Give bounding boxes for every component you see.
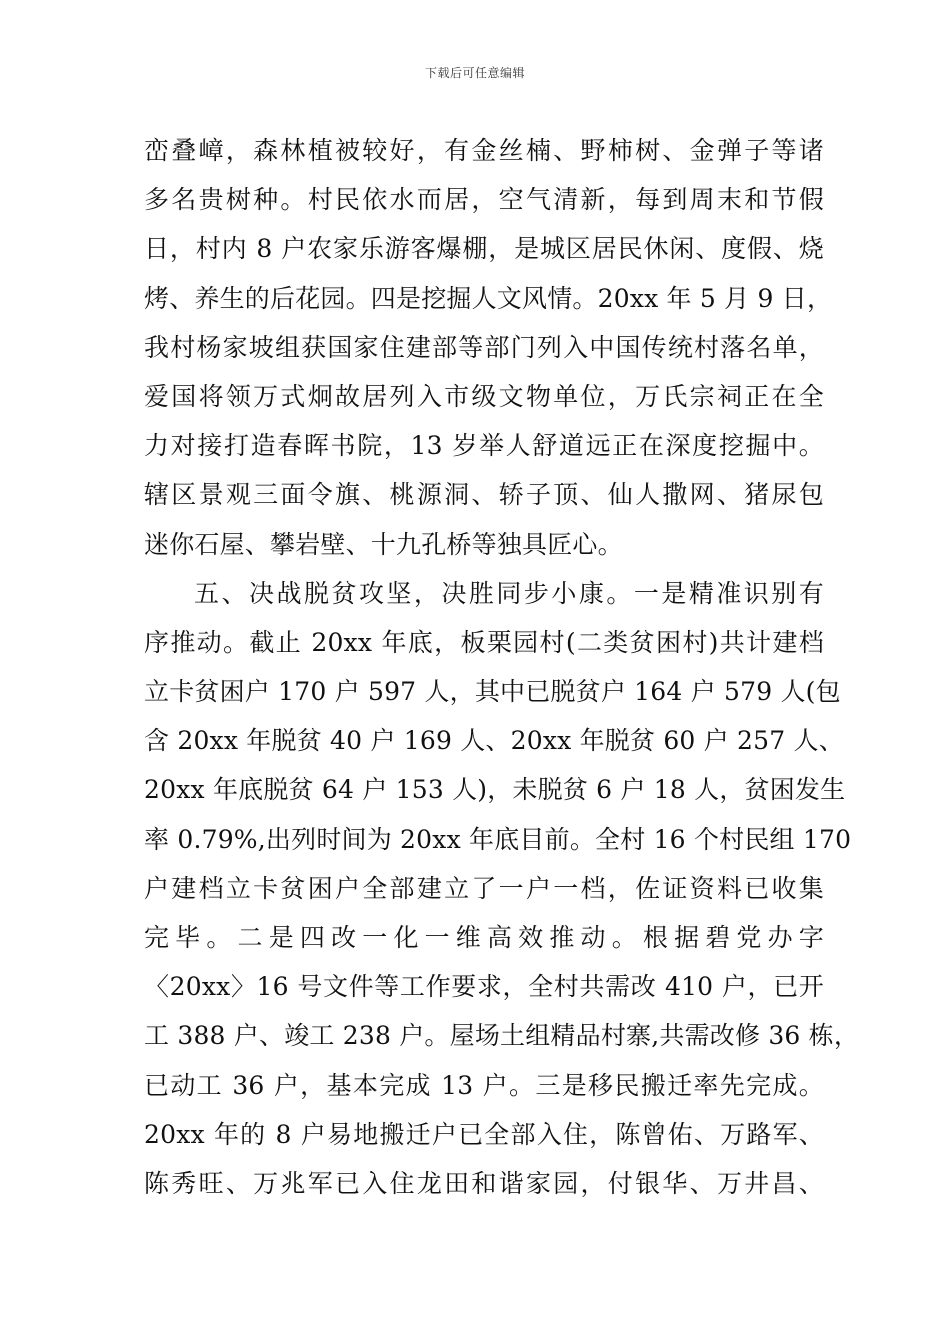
text-line: 率 0.79%,出列时间为 20xx 年底目前。全村 16 个村民组 170 xyxy=(144,824,852,854)
text-line: 烤、养生的后花园。四是挖掘人文风情。20xx 年 5 月 9 日， xyxy=(144,283,833,313)
text-line: 多名贵树种。村民依水而居，空气清新，每到周末和节假 xyxy=(144,185,824,215)
text-line: 完毕。二是四改一化一维高效推动。根据碧党办字 xyxy=(144,923,824,952)
text-line: 我村杨家坡组获国家住建部等部门列入中国传统村落名单， xyxy=(144,332,824,362)
text-line: 立卡贫困户 170 户 597 人，其中已脱贫户 164 户 579 人(包 xyxy=(144,677,841,707)
paragraph-first-line: 五、决战脱贫攻坚，决胜同步小康。一是精准识别有 xyxy=(194,578,824,608)
text-line: 陈秀旺、万兆军已入住龙田和谐家园，付银华、万井昌、 xyxy=(144,1168,824,1198)
text-line: 已动工 36 户，基本完成 13 户。三是移民搬迁率先完成。 xyxy=(144,1070,824,1100)
document-body xyxy=(144,126,860,1208)
text-line: 〈20xx〉16 号文件等工作要求，全村共需改 410 户，已开 xyxy=(144,972,824,1002)
text-line: 力对接打造春晖书院，13 岁举人舒道远正在深度挖掘中。 xyxy=(144,431,824,461)
text-line: 工 388 户、竣工 238 户。屋场土组精品村寨,共需改修 36 栋， xyxy=(144,1021,860,1051)
page-header-note: 下载后可任意编辑 xyxy=(424,66,525,80)
text-line: 户建档立卡贫困户全部建立了一户一档，佐证资料已收集 xyxy=(144,873,824,903)
text-line: 20xx 年底脱贫 64 户 153 人)，未脱贫 6 户 18 人，贫困发生 xyxy=(144,775,846,805)
text-line: 辖区景观三面令旗、桃源洞、轿子顶、仙人撒网、猪尿包 xyxy=(144,480,824,510)
text-line: 爱国将领万式炯故居列入市级文物单位，万氏宗祠正在全 xyxy=(144,381,824,411)
text-line: 序推动。截止 20xx 年底，板栗园村(二类贫困村)共计建档 xyxy=(144,627,824,657)
text-line: 含 20xx 年脱贫 40 户 169 人、20xx 年脱贫 60 户 257 人、 xyxy=(144,726,844,756)
text-line: 日，村内 8 户农家乐游客爆棚，是城区居民休闲、度假、烧 xyxy=(144,234,824,264)
text-line: 20xx 年的 8 户易地搬迁户已全部入住，陈曾佑、万路军、 xyxy=(144,1119,824,1149)
text-line: 迷你石屋、攀岩壁、十九孔桥等独具匠心。 xyxy=(144,529,623,559)
text-line: 峦叠嶂，森林植被较好，有金丝楠、野柿树、金弹子等诸 xyxy=(144,136,824,165)
